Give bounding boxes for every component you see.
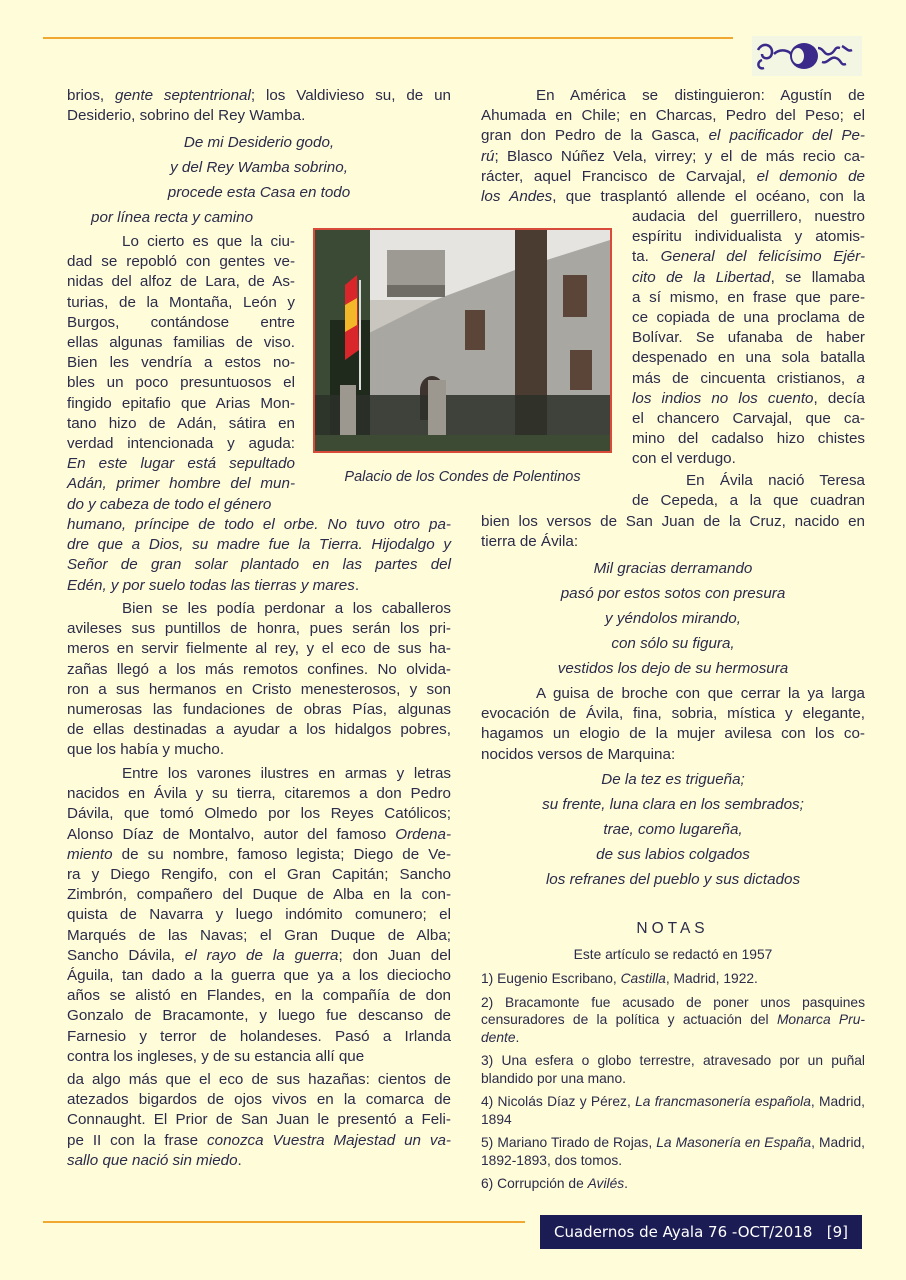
- note-item-1: 1) Eugenio Escribano, Castilla, Madrid, 1922.: [481, 971, 758, 986]
- notes-list: [481, 970, 865, 1193]
- left-paragraph-1: Lo cierto es que la ciu- dad se repobló con gentes ve- nidas del alfoz de Lara, de As- turias, de la Montaña, León y Burgos, contándose entre ellas algunas familias de viso. Bien les vendría a estos no- bles un poco presuntuosos el fingido epitafio que Arias Mon- tano hizo de Adán, sátira en verdad intencionada y aguda: En este lugar está sepultado Adán, primer hombre del mun- do y cabeza de todo el género: [67, 233, 295, 513]
- publication-title: Cuadernos de Ayala 76 -OCT/2018: [554, 1223, 813, 1241]
- notes-subtitle: Este artículo se redactó en 1957: [573, 947, 773, 962]
- top-rule: [43, 37, 733, 39]
- verse-desiderio: De mi Desiderio godo, y del Rey Wamba sobrino, procede esta Casa en todo por línea recta y camino: [91, 134, 351, 226]
- left-paragraph-2: Bien se les podía perdonar a los caballeros avileses sus puntillos de honra, pues serán los pri- meros en servir fielmente al rey, y el eco de sus ha- zañas llegó a los más remotos confines. No olvida- ron a sus hermanos en Cristo menesterosos, y son numerosas las fundaciones de obras Pías, algunas de ellas destinadas a ayudar a los hidalgos pobres, que los había y mucho.: [67, 600, 451, 759]
- bottom-rule: [43, 1221, 525, 1223]
- left-paragraph-3: Entre los varones ilustres en armas y letras nacidos en Ávila y su tierra, citaremos a don Pedro Dávila, que tomó Olmedo por los Reyes Católicos; Alonso Díaz de Montalvo, autor del famoso Ordena- miento de su nombre, famoso legista; Diego de Ve- ra y Diego Rengifo, con el Gran Capitán; Sancho Zimbrón, compañero del Duque de Alba en la con- quista de Navarra y luego indómito comunero; el Marqués de las Navas; el Gran Duque de Alba; Sancho Dávila, el rayo de la guerra; don Juan del Águila, tan dado a la guerra que ya a los dieciocho años se alistó en Flandes, en la compañía de don Gonzalo de Bracamonte, y luego fue descanso de Farnesio y terror de holandeses. Pasó a Irlanda contra los ingleses, y de su estancia allí que: [67, 765, 452, 1065]
- right-paragraph-3: A guisa de broche con que cerrar la ya larga evocación de Ávila, fina, sobria, mística y elegante, hagamos un elogio de la mujer avilesa con los co- nocidos versos de Marquina:: [481, 685, 865, 763]
- note-item-4: 4) Nicolás Díaz y Pérez, La francmasonería española, Madrid, 1894: [481, 1094, 865, 1127]
- note-item-6: 6) Corrupción de Avilés.: [481, 1176, 629, 1191]
- left-paragraph-4: da algo más que el eco de sus hazañas: cientos de atezados bigardos de ojos vivos en la comarca de Connaught. El Prior de San Juan le presentó a Feli- pe II con la frase conozca Vuestra Majestad un va- sallo que nació sin miedo.: [67, 1071, 451, 1169]
- left-epitaph-continued: humano, príncipe de todo el orbe. No tuvo otro pa- dre que a Dios, su madre fue la Tierra. Hijodalgo y Señor de gran solar plantado en las partes del Edén, y por suelo todas las tierras y mares.: [67, 516, 451, 594]
- figure-caption: Palacio de los Condes de Polentinos: [344, 469, 581, 485]
- note-item-3: 3) Una esfera o globo terrestre, atravesado por un puñal blandido por una mano.: [481, 1053, 865, 1086]
- verse-san-juan: Mil gracias derramando pasó por estos sotos con presura y yéndolos mirando, con sólo su figura, vestidos los dejo de su hermosura: [557, 560, 789, 677]
- photo-palacio-polentinos: [313, 228, 612, 453]
- right-paragraph-2: bien los versos de San Juan de la Cruz, nacido en tierra de Ávila:: [481, 513, 865, 551]
- note-item-2: 2) Bracamonte fue acusado de poner unos pasquines censuradores de la política y actuación del Monarca Pru-dente.: [481, 994, 865, 1045]
- footer-publication-badge: [540, 1215, 862, 1249]
- right-paragraph-2-head: En Ávila nació Teresa de Cepeda, a la que cuadran: [632, 472, 865, 510]
- right-paragraph-1-wrap: audacia del guerrillero, nuestro espíritu individualista y atomis- ta. General del felicísimo Ejér- cito de la Libertad, se llamaba a sí mismo, en frase que pare- ce copiada de una proclama de Bolívar. Se ufanaba de haber despenado en una sola batalla más de cincuenta cristianos, a los indios no los cuento, decía el chancero Carvajal, que ca- mino del cadalso hizo chistes con el verdugo.: [632, 208, 866, 468]
- page-number: [9]: [826, 1223, 848, 1241]
- ayala-logo-icon: [752, 36, 862, 76]
- left-intro: brios, gente septentrional; los Valdivieso su, de un Desiderio, sobrino del Rey Wamba.: [67, 87, 451, 125]
- note-item-5: 5) Mariano Tirado de Rojas, La Masonería en España, Madrid, 1892-1893, dos tomos.: [481, 1135, 866, 1168]
- verse-marquina: De la tez es trigueña; su frente, luna clara en los sembrados; trae, como lugareña, de sus labios colgados los refranes del pueblo y sus dictados: [542, 771, 804, 888]
- notes-title: NOTAS: [636, 920, 709, 937]
- right-paragraph-1: En América se distinguieron: Agustín de Ahumada en Chile; en Charcas, Pedro del Peso; el gran don Pedro de la Gasca, el pacificador del Pe- rú; Blasco Núñez Vela, virrey; y el de más recio ca- rácter, aquel Francisco de Carvajal, el demonio de los Andes, que trasplantó allende el océano, con la: [481, 87, 865, 206]
